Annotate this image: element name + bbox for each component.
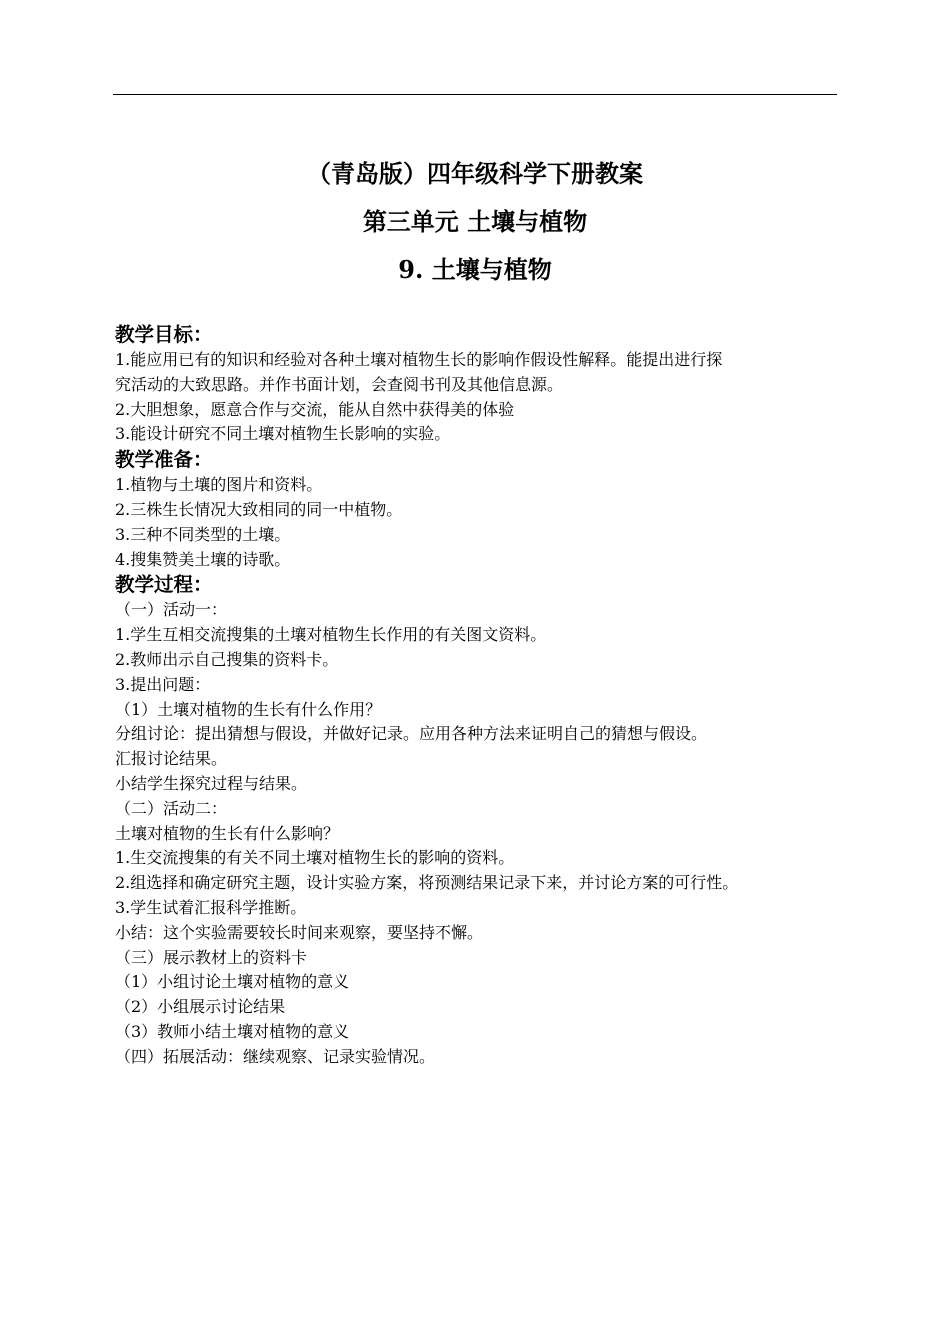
header-rule: [113, 94, 837, 95]
paragraph-line: 1.生交流搜集的有关不同土壤对植物生长的影响的资料。: [115, 848, 515, 868]
unit-title: 第三单元 土壤与植物: [362, 207, 588, 236]
paragraph-line: 3.三种不同类型的土壤。: [115, 524, 291, 544]
paragraph-line: （1）土壤对植物的生长有什么作用？: [115, 699, 382, 719]
paragraph-line: （四）拓展活动：继续观察、记录实验情况。: [115, 1046, 436, 1066]
paragraph-line: 汇报讨论结果。: [115, 749, 228, 769]
paragraph-line: （2）小组展示讨论结果: [115, 997, 286, 1017]
paragraph-line: 究活动的大致思路。并作书面计划，会查阅书刊及其他信息源。: [115, 374, 564, 394]
paragraph-line: 1.学生互相交流搜集的土壤对植物生长作用的有关图文资料。: [115, 625, 547, 645]
paragraph-line: 小结：这个实验需要较长时间来观察，要坚持不懈。: [115, 922, 484, 942]
paragraph-line: （二）活动二：: [115, 798, 228, 818]
paragraph-line: 3.学生试着汇报科学推断。: [115, 897, 307, 917]
paragraph-line: （三）展示教材上的资料卡: [115, 947, 308, 967]
paragraph-line: 分组讨论：提出猜想与假设，并做好记录。应用各种方法来证明自己的猜想与假设。: [115, 724, 708, 744]
document-body: [115, 322, 850, 1070]
paragraph-line: 2.组选择和确定研究主题，设计实验方案，将预测结果记录下来，并讨论方案的可行性。: [115, 873, 739, 893]
section-heading: 教学准备：: [115, 448, 213, 472]
paragraph-line: 3.提出问题：: [115, 674, 211, 694]
lesson-title: 9. 土壤与植物: [398, 255, 552, 284]
section-goals: [115, 322, 850, 447]
paragraph-line: （3）教师小结土壤对植物的意义: [115, 1021, 350, 1041]
paragraph-line: （1）小组讨论土壤对植物的意义: [115, 972, 350, 992]
paragraph-line: 4.搜集赞美土壤的诗歌。: [115, 549, 291, 569]
paragraph-line: 1.能应用已有的知识和经验对各种土壤对植物生长的影响作假设性解释。能提出进行探: [115, 350, 723, 369]
section-heading: 教学过程：: [115, 573, 213, 597]
paragraph-line: （一）活动一：: [115, 600, 228, 620]
paragraph-line: 土壤对植物的生长有什么影响？: [115, 823, 340, 843]
paragraph-line: 2.大胆想象，愿意合作与交流，能从自然中获得美的体验: [115, 399, 515, 419]
paragraph-line: 2.教师出示自己搜集的资料卡。: [115, 649, 339, 669]
section-heading: 教学目标：: [115, 323, 213, 346]
paragraph-line: 1.植物与土壤的图片和资料。: [115, 475, 323, 495]
title-block: [0, 150, 950, 294]
document-title: （青岛版）四年级科学下册教案: [307, 159, 643, 188]
paragraph-line: 3.能设计研究不同土壤对植物生长影响的实验。: [115, 424, 451, 444]
section-preparation: [115, 447, 850, 572]
paragraph-line: 小结学生探究过程与结果。: [115, 773, 308, 793]
section-process: [115, 572, 850, 1069]
paragraph-line: 2.三株生长情况大致相同的同一中植物。: [115, 499, 403, 519]
